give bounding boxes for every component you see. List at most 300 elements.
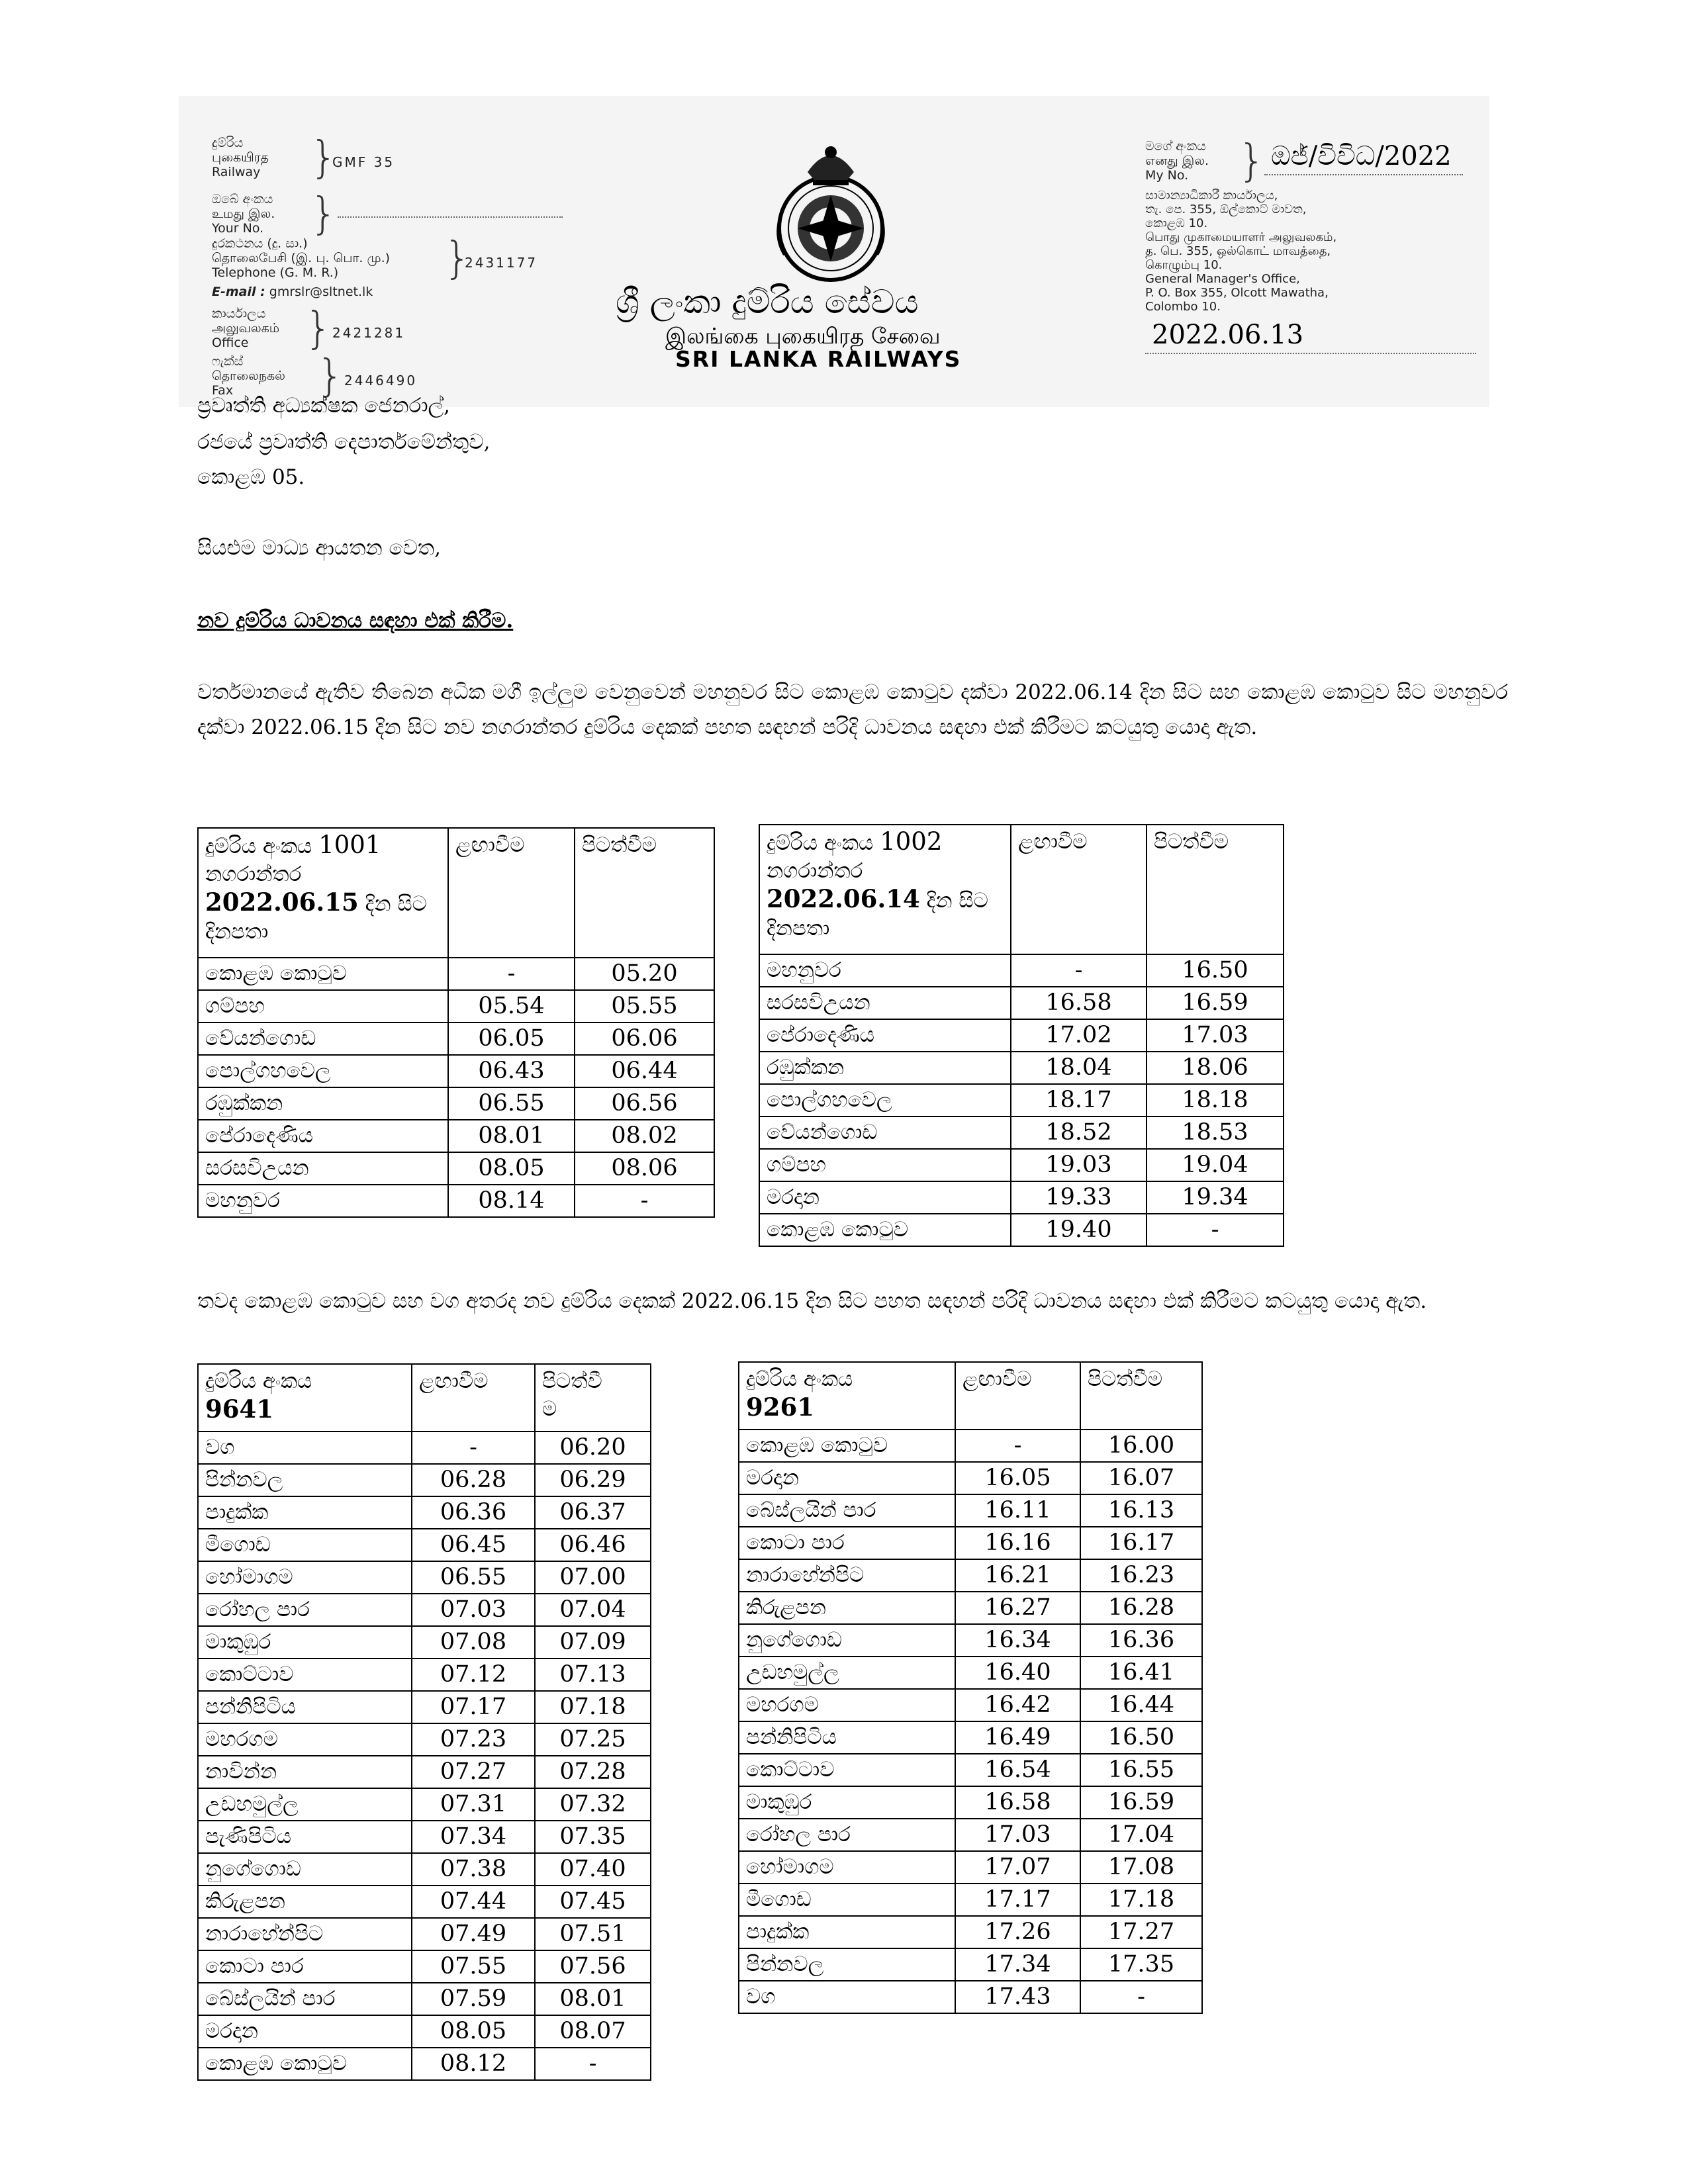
arrival-time: 16.40 (955, 1657, 1080, 1689)
train-number: 1001 (318, 831, 381, 859)
station-name: කොට්ටාව (739, 1754, 955, 1786)
timetable-row (739, 1786, 1202, 1819)
brace: } (444, 232, 471, 283)
timetable-row (198, 1918, 651, 1950)
timetable-row (198, 1821, 651, 1853)
departure-time: 08.07 (535, 2015, 651, 2048)
date-dotted-line (1145, 353, 1476, 354)
train-type: නගරාන්තර (767, 859, 863, 883)
arrival-time: 05.54 (448, 990, 575, 1023)
timetable-row (198, 1626, 651, 1659)
railway-emblem (728, 132, 933, 285)
timetable-row (759, 1019, 1284, 1052)
timetable-row (739, 1819, 1202, 1851)
station-name: නුගේගොඩ (739, 1624, 955, 1657)
timetable-row (198, 2048, 651, 2080)
station-name: කොළඹ කොටුව (198, 958, 448, 990)
station-name: මීගොඩ (198, 1529, 412, 1561)
station-name: පේරාදෙණිය (198, 1120, 448, 1152)
departure-time: 08.02 (575, 1120, 714, 1152)
station-name: මහනුවර (759, 954, 1011, 987)
timetable-row (759, 1116, 1284, 1149)
frequency: දිනපතා (767, 917, 830, 940)
timetable-row (198, 2015, 651, 2048)
departure-time: 16.55 (1080, 1754, 1202, 1786)
letterhead (179, 96, 1489, 407)
timetable-row (198, 1496, 651, 1529)
arrival-time: 17.43 (955, 1981, 1080, 2013)
timetable-row (198, 1756, 651, 1788)
departure-time: 16.13 (1080, 1494, 1202, 1527)
timetable-row (198, 1185, 714, 1217)
arrival-time: 17.17 (955, 1884, 1080, 1916)
departure-time: 17.27 (1080, 1916, 1202, 1948)
timetable-row (739, 1884, 1202, 1916)
departure-time: 18.53 (1147, 1116, 1284, 1149)
station-name: බේස්ලයින් පාර (739, 1494, 955, 1527)
arrival-header: ළඟාවීම (955, 1362, 1080, 1430)
timetable-row (198, 1561, 651, 1594)
train-number-label: දුම්රිය අංකය (205, 835, 312, 858)
telephone-label-en: Telephone (G. M. R.) (212, 265, 339, 280)
station-name: රඹුක්කන (198, 1087, 448, 1120)
departure-time: 08.01 (535, 1983, 651, 2015)
railway-label-ta: புகையிரத (212, 150, 269, 165)
timetable-row (739, 1657, 1202, 1689)
arrival-time: 07.12 (412, 1659, 535, 1691)
station-name: පන්නිපිටිය (739, 1721, 955, 1754)
timetable-row (198, 1594, 651, 1626)
timetable-row (198, 1055, 714, 1087)
station-name: උඩහමුල්ල (739, 1657, 955, 1689)
timetable-row (198, 1659, 651, 1691)
station-name: පින්නවල (198, 1464, 412, 1496)
recipient-line-3: කොළඹ 05. (197, 465, 305, 489)
timetable-row (739, 1851, 1202, 1884)
train-number: 9641 (205, 1394, 273, 1424)
arrival-time: 16.21 (955, 1559, 1080, 1592)
departure-time: 07.51 (535, 1918, 651, 1950)
station-name: මහනුවර (198, 1185, 448, 1217)
arrival-time: 06.36 (412, 1496, 535, 1529)
arrival-time: 18.04 (1011, 1052, 1147, 1084)
departure-time: 19.34 (1147, 1181, 1284, 1214)
timetable-row (198, 990, 714, 1023)
departure-time: 16.59 (1080, 1786, 1202, 1819)
arrival-time: 07.27 (412, 1756, 535, 1788)
address-line: සාමාන්‍යාධිකාරී කාර්යාලය, (1145, 189, 1278, 203)
office-label (212, 306, 279, 350)
arrival-time: 16.16 (955, 1527, 1080, 1559)
timetable-row (739, 1494, 1202, 1527)
timetable-row (198, 1853, 651, 1886)
email-address: gmrslr@sltnet.lk (269, 285, 373, 299)
address-line: P. O. Box 355, Olcott Mawatha, (1145, 286, 1329, 300)
departure-time: 05.20 (575, 958, 714, 990)
subject-heading: නව දුම්රිය ධාවනය සඳහා එක් කිරීම. (197, 609, 514, 633)
station-name: මරදාන (739, 1462, 955, 1494)
station-name: පාදුක්ක (739, 1916, 955, 1948)
timetable-row (739, 1430, 1202, 1462)
arrival-time: 18.52 (1011, 1116, 1147, 1149)
departure-time: 17.18 (1080, 1884, 1202, 1916)
timetable-row (739, 1689, 1202, 1721)
timetable-row (198, 1723, 651, 1756)
arrival-header: ළඟාවීම (1011, 825, 1147, 954)
telephone-label-si: දුරකථනය (දු. සා.) (212, 236, 308, 251)
office-label-en: Office (212, 336, 249, 350)
station-name: කොළඹ කොටුව (739, 1430, 955, 1462)
departure-time: 16.50 (1147, 954, 1284, 987)
timetable-row (739, 1754, 1202, 1786)
departure-header: පිටත්වීම (1080, 1362, 1202, 1430)
office-label-si: කාර්යාලය (212, 306, 266, 321)
station-name: නාවින්න (198, 1756, 412, 1788)
address-line: General Manager's Office, (1145, 272, 1300, 286)
departure-time: 16.23 (1080, 1559, 1202, 1592)
station-name: කොටා පාර (198, 1950, 412, 1983)
station-name: මරදාන (759, 1181, 1011, 1214)
departure-time: 07.04 (535, 1594, 651, 1626)
timetable-row (759, 954, 1284, 987)
arrival-time: 16.05 (955, 1462, 1080, 1494)
departure-time: 06.56 (575, 1087, 714, 1120)
arrival-time: - (448, 958, 575, 990)
your-no-label-en: Your No. (212, 221, 264, 236)
recipient-line-1: ප්‍රවෘත්ති අධ්‍යක්ෂක ජෙනරාල්, (197, 394, 451, 418)
timetable-row (198, 1983, 651, 2015)
station-name: ගම්පහ (759, 1149, 1011, 1181)
station-name: හෝමාගම (198, 1561, 412, 1594)
departure-time: 07.32 (535, 1788, 651, 1821)
my-no-label (1145, 139, 1209, 183)
station-name: පොල්ගහවෙල (198, 1055, 448, 1087)
train-number-label: දුම්රිය අංකය (746, 1367, 853, 1391)
office-number: 2421281 (332, 325, 406, 341)
email-label: E-mail : (212, 285, 265, 299)
station-name: මාකුඹුර (198, 1626, 412, 1659)
timetable-row (198, 1950, 651, 1983)
departure-time: 07.25 (535, 1723, 651, 1756)
title-english: SRI LANKA RAILWAYS (675, 346, 962, 372)
timetable-row (198, 1886, 651, 1918)
departure-time: 17.04 (1080, 1819, 1202, 1851)
arrival-time: 07.31 (412, 1788, 535, 1821)
arrival-header: ළඟාවීම (412, 1364, 535, 1432)
departure-time: 06.44 (575, 1055, 714, 1087)
departure-time: 17.03 (1147, 1019, 1284, 1052)
timetable-row (759, 1149, 1284, 1181)
arrival-time: 08.01 (448, 1120, 575, 1152)
station-name: මාකුඹුර (739, 1786, 955, 1819)
departure-time: 17.08 (1080, 1851, 1202, 1884)
timetable-1001 (197, 827, 715, 1218)
station-name: වග (198, 1432, 412, 1464)
timetable-row (198, 1152, 714, 1185)
station-name: ගම්පහ (198, 990, 448, 1023)
departure-time: 16.28 (1080, 1592, 1202, 1624)
arrival-time: 07.44 (412, 1886, 535, 1918)
railway-label-en: Railway (212, 165, 261, 179)
arrival-time: 06.28 (412, 1464, 535, 1496)
timetable-row (739, 1592, 1202, 1624)
arrival-time: 07.03 (412, 1594, 535, 1626)
my-no-label-si: මගේ අංකය (1145, 139, 1206, 154)
arrival-time: 16.58 (1011, 987, 1147, 1019)
departure-header (535, 1364, 651, 1432)
railway-code: GMF 35 (332, 154, 395, 170)
departure-header: පිටත්වීම (1147, 825, 1284, 954)
departure-time: 16.59 (1147, 987, 1284, 1019)
timetable-row (739, 1916, 1202, 1948)
station-name: මහරගම (198, 1723, 412, 1756)
brace: } (310, 188, 338, 239)
paragraph-wiga: තවද කොළඹ කොටුව සහ වග අතරද නව දුම්රිය දෙකක් 2022.06.15 දින සිට පහත සඳහන් පරිදි ධාවනය සඳහා එක් කිරීමට කටයුතු යොදා ඇත. (197, 1289, 1427, 1313)
train-header (739, 1362, 955, 1430)
departure-time: 16.17 (1080, 1527, 1202, 1559)
salutation: සියළුම මාධ්‍ය ආයතන වෙත, (197, 536, 441, 560)
arrival-time: 17.34 (955, 1948, 1080, 1981)
timetable-row (198, 1432, 651, 1464)
arrival-time: - (1011, 954, 1147, 987)
arrival-time: 16.42 (955, 1689, 1080, 1721)
departure-time: 07.28 (535, 1756, 651, 1788)
railway-label-si: දුම්රිය (212, 136, 244, 150)
timetable-9261 (738, 1361, 1203, 2014)
arrival-time: 07.59 (412, 1983, 535, 2015)
my-no-label-ta: எனது இல. (1145, 154, 1209, 168)
station-name: නාරාහේන්පිට (198, 1918, 412, 1950)
departure-time: 05.55 (575, 990, 714, 1023)
gm-office-address (1145, 189, 1336, 314)
departure-time: 07.56 (535, 1950, 651, 1983)
station-name: මීගොඩ (739, 1884, 955, 1916)
station-name: වේයන්ගොඩ (759, 1116, 1011, 1149)
start-date: 2022.06.15 (205, 887, 359, 917)
departure-time: 19.04 (1147, 1149, 1284, 1181)
timetable-row (739, 1948, 1202, 1981)
station-name: රෝහල පාර (739, 1819, 955, 1851)
telephone-number: 2431177 (465, 255, 538, 271)
timetable-row (198, 1023, 714, 1055)
arrival-time: 19.33 (1011, 1181, 1147, 1214)
arrival-time: 16.49 (955, 1721, 1080, 1754)
station-name: කොටා පාර (739, 1527, 955, 1559)
departure-time: - (1147, 1214, 1284, 1246)
station-name: වේයන්ගොඩ (198, 1023, 448, 1055)
arrival-time: 07.23 (412, 1723, 535, 1756)
arrival-time: 06.55 (448, 1087, 575, 1120)
train-header (759, 825, 1011, 954)
station-name: මරදාන (198, 2015, 412, 2048)
departure-time: 07.13 (535, 1659, 651, 1691)
arrival-time: 17.03 (955, 1819, 1080, 1851)
recipient-line-2: රජයේ ප්‍රවෘත්ති දෙපාර්තමේන්තුව, (197, 430, 491, 454)
departure-time: 17.35 (1080, 1948, 1202, 1981)
departure-time: 06.29 (535, 1464, 651, 1496)
departure-time: 18.18 (1147, 1084, 1284, 1116)
timetable-row (198, 1691, 651, 1723)
arrival-time: 08.12 (412, 2048, 535, 2080)
departure-header: පිටත්වීම (575, 828, 714, 958)
station-name: පොල්ගහවෙල (759, 1084, 1011, 1116)
reference-number: ඔජ්/විවිධ/2022 (1271, 141, 1452, 171)
arrival-time: 06.45 (412, 1529, 535, 1561)
arrival-time: 19.03 (1011, 1149, 1147, 1181)
departure-time: 16.41 (1080, 1657, 1202, 1689)
departure-time: - (575, 1185, 714, 1217)
train-type: නගරාන්තර (205, 862, 302, 886)
arrival-time: 19.40 (1011, 1214, 1147, 1246)
address-line: த. பெ. 355, ஒல்கொட் மாவத்தை, (1145, 244, 1331, 258)
brace: } (310, 132, 338, 183)
station-name: බේස්ලයින් පාර (198, 1983, 412, 2015)
arrival-time: - (412, 1432, 535, 1464)
station-name: පන්නිපිටිය (198, 1691, 412, 1723)
station-name: පාදුක්ක (198, 1496, 412, 1529)
arrival-time: 07.38 (412, 1853, 535, 1886)
reference-dotted-line (1264, 174, 1463, 175)
station-name: හෝමාගම (739, 1851, 955, 1884)
departure-time: 06.46 (535, 1529, 651, 1561)
station-name: පැණිපිටිය (198, 1821, 412, 1853)
departure-header-part: පිටත්වී (542, 1369, 602, 1393)
train-header (198, 828, 448, 958)
brace: } (1238, 135, 1266, 186)
timetable-row (759, 1084, 1284, 1116)
departure-time: 06.06 (575, 1023, 714, 1055)
title-tamil: இலங்கை புகையிரத சேவை (665, 323, 941, 349)
departure-header-part: ම (542, 1397, 557, 1421)
arrival-time: 16.58 (955, 1786, 1080, 1819)
departure-time: 16.36 (1080, 1624, 1202, 1657)
your-no-label (212, 192, 275, 236)
timetable-row (739, 1559, 1202, 1592)
address-line: Colombo 10. (1145, 300, 1221, 314)
fax-label-si: ෆැක්ස් (212, 354, 244, 369)
station-name: සරසවිඋයන (198, 1152, 448, 1185)
fax-label (212, 354, 285, 398)
station-name: වග (739, 1981, 955, 2013)
from-label: දින සිට (365, 892, 427, 916)
timetable-row (759, 1181, 1284, 1214)
train-number: 1002 (880, 827, 943, 856)
arrival-header: ළඟාවීම (448, 828, 575, 958)
address-line: කොළඹ 10. (1145, 216, 1208, 230)
departure-time: 08.06 (575, 1152, 714, 1185)
station-name: කොළඹ කොටුව (198, 2048, 412, 2080)
departure-time: 06.20 (535, 1432, 651, 1464)
timetable-row (198, 958, 714, 990)
station-name: නුගේගොඩ (198, 1853, 412, 1886)
arrival-time: 06.55 (412, 1561, 535, 1594)
departure-time: 07.40 (535, 1853, 651, 1886)
station-name: පේරාදෙණිය (759, 1019, 1011, 1052)
station-name: සරසවිඋයන (759, 987, 1011, 1019)
arrival-time: 18.17 (1011, 1084, 1147, 1116)
office-label-ta: அலுவலகம் (212, 321, 280, 336)
station-name: නාරාහේන්පිට (739, 1559, 955, 1592)
title-sinhala: ශ්‍රී ලංකා දුම්රිය සේවය (616, 283, 919, 321)
station-name: උඩහමුල්ල (198, 1788, 412, 1821)
brace: } (316, 350, 344, 401)
arrival-time: 17.07 (955, 1851, 1080, 1884)
departure-time: 07.35 (535, 1821, 651, 1853)
telephone-label (212, 236, 390, 280)
arrival-time: 07.34 (412, 1821, 535, 1853)
timetable-row (198, 1529, 651, 1561)
arrival-time: 07.08 (412, 1626, 535, 1659)
station-name: කිරුළපන (739, 1592, 955, 1624)
departure-time: 07.09 (535, 1626, 651, 1659)
railway-label (212, 136, 269, 179)
address-line: பொது முகாமையாளர் அலுவலகம், (1145, 230, 1337, 244)
arrival-time: 08.05 (412, 2015, 535, 2048)
station-name: රෝහල පාර (198, 1594, 412, 1626)
arrival-time: 07.49 (412, 1918, 535, 1950)
station-name: රඹුක්කන (759, 1052, 1011, 1084)
timetable-row (739, 1462, 1202, 1494)
your-no-label-ta: உமது இல. (212, 206, 275, 221)
station-name: මහරගම (739, 1689, 955, 1721)
timetable-row (759, 1214, 1284, 1246)
timetable-row (739, 1721, 1202, 1754)
station-name: පින්නවල (739, 1948, 955, 1981)
timetable-row (198, 1120, 714, 1152)
departure-time: 16.44 (1080, 1689, 1202, 1721)
arrival-time: 06.05 (448, 1023, 575, 1055)
from-label: දින සිට (926, 889, 988, 913)
departure-time: 07.18 (535, 1691, 651, 1723)
arrival-time: 16.11 (955, 1494, 1080, 1527)
departure-time: 16.07 (1080, 1462, 1202, 1494)
timetable-row (739, 1981, 1202, 2013)
your-no-label-si: ඔබේ අංකය (212, 192, 273, 206)
arrival-time: 06.43 (448, 1055, 575, 1087)
fax-label-ta: தொலைநகல் (212, 369, 285, 383)
timetable-row (739, 1527, 1202, 1559)
brace: } (305, 302, 332, 353)
arrival-time: 07.17 (412, 1691, 535, 1723)
your-no-dotted-line (338, 216, 563, 218)
departure-time: 07.45 (535, 1886, 651, 1918)
departure-time: 18.06 (1147, 1052, 1284, 1084)
timetable-row (759, 987, 1284, 1019)
departure-time: 16.50 (1080, 1721, 1202, 1754)
departure-time: 06.37 (535, 1496, 651, 1529)
timetable-row (198, 1788, 651, 1821)
arrival-time: 16.27 (955, 1592, 1080, 1624)
arrival-time: 16.34 (955, 1624, 1080, 1657)
arrival-time: 16.54 (955, 1754, 1080, 1786)
frequency: දිනපතා (205, 920, 269, 944)
email-line (212, 285, 373, 299)
train-number-label: දුම්රිය අංකය (205, 1369, 312, 1393)
timetable-row (198, 1464, 651, 1496)
address-line: තැ. පෙ. 355, ඕල්කොට් මාවත, (1145, 203, 1307, 216)
telephone-label-ta: தொலைபேசி (இ. பு. பொ. மு.) (212, 251, 391, 265)
letter-date: 2022.06.13 (1152, 320, 1304, 350)
arrival-time: - (955, 1430, 1080, 1462)
departure-time: - (1080, 1981, 1202, 2013)
train-header (198, 1364, 412, 1432)
address-line: கொழும்பு 10. (1145, 258, 1223, 272)
my-no-label-en: My No. (1145, 168, 1189, 183)
timetable-row (198, 1087, 714, 1120)
arrival-time: 08.05 (448, 1152, 575, 1185)
station-name: කොළඹ කොටුව (759, 1214, 1011, 1246)
arrival-time: 17.02 (1011, 1019, 1147, 1052)
